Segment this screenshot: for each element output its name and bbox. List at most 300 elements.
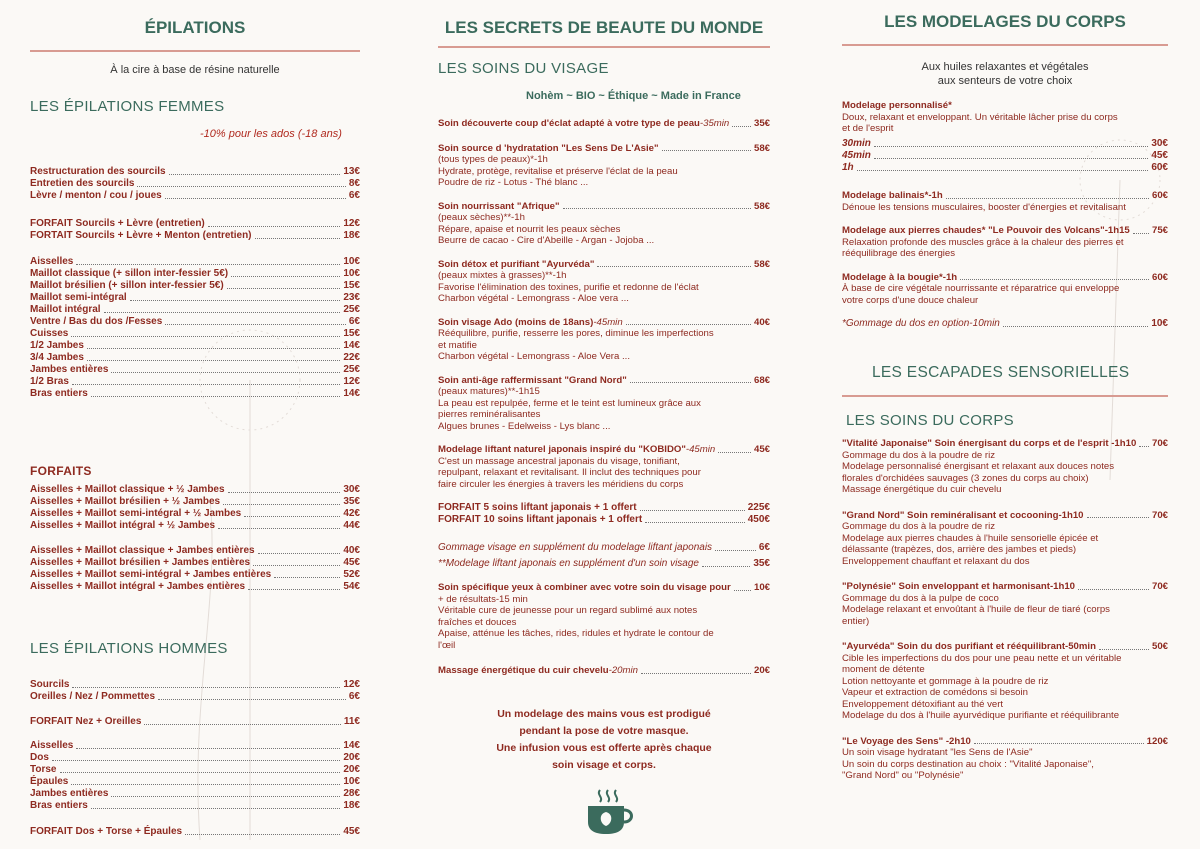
- service-block: [438, 444, 770, 490]
- service-name: Soin visage Ado (moins de 18ans): [438, 316, 594, 328]
- service-name: "Ayurvéda" Soin du dos purifiant et rééquilibrant-50min: [842, 641, 1096, 652]
- dot-leader: [1078, 589, 1149, 590]
- service-description: repulpant, relaxant et revitalisant. Il inclut des techniques pour: [438, 467, 701, 478]
- dot-leader: [1099, 649, 1149, 650]
- service-block: [438, 665, 770, 677]
- service-description: Modelage personnalisé énergisant et relaxant aux douces notes: [842, 461, 1115, 472]
- item-price: 28€: [343, 788, 360, 799]
- service-block: [438, 201, 770, 247]
- service-name: Soin détox et purifiant "Ayurvéda": [438, 258, 595, 270]
- service-title: [438, 143, 659, 155]
- item-price: 22€: [343, 352, 360, 363]
- dot-leader: [111, 372, 340, 373]
- price-row: [30, 800, 360, 812]
- service-description: Répare, apaise et nourrit les peaux sèches: [438, 223, 621, 235]
- service-block: [438, 259, 770, 305]
- price-row: [30, 352, 360, 364]
- item-label: Aisselles + Maillot classique + ½ Jambes: [30, 484, 225, 495]
- price-row: [30, 328, 360, 340]
- dot-leader: [641, 673, 751, 674]
- service-description: Un soin visage hydratant "les Sens de l'Asie": [842, 747, 1033, 758]
- dot-leader: [87, 360, 340, 361]
- service-description: Modelage relaxant et envoûtant à l'huile de fleur de tiaré (corps: [842, 604, 1110, 615]
- service-description: Beurre de cacao - Cire d'Abeille - Argan - Jojoba ...: [438, 235, 655, 246]
- service-price: 75€: [1151, 225, 1168, 236]
- dot-leader: [662, 150, 751, 151]
- service-duration: -45min: [685, 444, 716, 455]
- footer-line: Une infusion vous est offerte après chaque: [496, 742, 712, 754]
- item-label: Aisselles + Maillot intégral + ½ Jambes: [30, 520, 216, 531]
- dot-leader: [626, 324, 751, 325]
- dot-leader: [857, 170, 1149, 171]
- dot-leader: [72, 687, 340, 688]
- dot-leader: [874, 158, 1148, 159]
- service-description: Un soin du corps destination au choix : "Vitalité Japonaise",: [842, 758, 1094, 770]
- service-name: Modelage à la bougie*-1h: [842, 271, 958, 283]
- service-block: [438, 143, 770, 189]
- dot-leader: [76, 264, 340, 265]
- dot-leader: [72, 384, 340, 385]
- service-name: "Vitalité Japonaise" Soin énergisant du corps et de l'esprit -1h10: [842, 438, 1137, 449]
- item-price: 20€: [343, 764, 360, 775]
- service-title: [842, 581, 1075, 593]
- item-price: 52€: [343, 569, 360, 580]
- service-description: florales d'orchidées sauvages (3 zones du corps au choix): [842, 472, 1089, 484]
- service-price: 35€: [753, 118, 770, 129]
- service-description: (peaux sèches)**-1h: [438, 212, 525, 223]
- service-description: Poudre de riz - Lotus - Thé blanc ...: [438, 177, 589, 188]
- service-price: 45€: [753, 444, 770, 455]
- dot-leader: [137, 186, 345, 187]
- service-price: 70€: [1151, 509, 1168, 521]
- item-price: 54€: [343, 581, 360, 592]
- service-price: 58€: [753, 142, 770, 154]
- service-description: Gommage du dos à la poudre de riz: [842, 521, 996, 532]
- soins-corps-list: [842, 438, 1168, 796]
- service-description: Algues brunes - Edelweiss - Lys blanc ...: [438, 420, 611, 432]
- dot-leader: [227, 288, 341, 289]
- service-title: [842, 736, 971, 748]
- item-label: *Gommage du dos en option-10min: [842, 318, 1000, 329]
- item-price: 15€: [343, 280, 360, 291]
- item-price: 8€: [348, 178, 360, 189]
- service-duration: -35min: [699, 118, 730, 129]
- item-label: Oreilles / Nez / Pommettes: [30, 691, 156, 702]
- item-price: 12€: [343, 218, 360, 229]
- femmes-group-1: [30, 166, 360, 202]
- epilations-subtitle: À la cire à base de résine naturelle: [110, 64, 280, 76]
- item-price: 10€: [343, 268, 360, 279]
- service-price: 60€: [1151, 190, 1168, 201]
- dot-leader: [1003, 326, 1148, 327]
- dot-leader: [734, 590, 751, 591]
- dot-leader: [52, 760, 340, 761]
- section-title-epilations: ÉPILATIONS: [144, 18, 246, 37]
- footer-line: Un modelage des mains vous est prodigué: [497, 708, 711, 720]
- service-description: Massage énergétique du cuir chevelu: [842, 484, 1002, 495]
- dot-leader: [597, 266, 751, 267]
- item-label: Épaules: [30, 776, 69, 787]
- dot-leader: [874, 146, 1148, 147]
- femmes-group-3: [30, 256, 360, 400]
- service-description: Enveloppement détoxifiant au thé vert: [842, 698, 1004, 710]
- service-description: Hydrate, protège, revitalise et préserve l'éclat de la peau: [438, 165, 678, 177]
- dot-leader: [640, 510, 745, 511]
- dot-leader: [258, 553, 341, 554]
- modelage-personnalise-title: Modelage personnalisé*: [842, 100, 952, 111]
- service-name: Modelage liftant naturel japonais inspiré du "KOBIDO": [438, 444, 686, 455]
- service-description: fraîches et douces: [438, 616, 517, 628]
- service-block: [842, 190, 1168, 213]
- dot-leader: [91, 396, 341, 397]
- item-price: 45€: [1151, 150, 1168, 161]
- service-price: 40€: [753, 316, 770, 328]
- dot-leader: [1087, 517, 1149, 518]
- price-row: [30, 545, 360, 557]
- item-label: Torse: [30, 764, 57, 775]
- price-row: [30, 569, 360, 581]
- dot-leader: [76, 748, 340, 749]
- price-row: [30, 178, 360, 190]
- service-price: 120€: [1146, 735, 1168, 747]
- service-block: [842, 736, 1168, 782]
- dot-leader: [228, 492, 341, 493]
- service-name: "Le Voyage des Sens" -2h10: [842, 735, 971, 747]
- item-label: Aisselles + Maillot brésilien + Jambes entières: [30, 557, 251, 568]
- price-row: [30, 581, 360, 593]
- dot-leader: [715, 550, 756, 551]
- dot-leader: [144, 724, 340, 725]
- service-title: [842, 510, 1084, 522]
- service-description: Dénoue les tensions musculaires, booster d'énergies et revitalisant: [842, 201, 1126, 213]
- service-description: Véritable cure de jeunesse pour un regard sublimé aux notes: [438, 605, 698, 616]
- column-epilations: [30, 0, 360, 849]
- price-row: [30, 752, 360, 764]
- service-description: Modelage du dos à l'huile ayurvédique purifiante et rééquilibrante: [842, 710, 1120, 721]
- service-price: 60€: [1151, 271, 1168, 283]
- service-name: Soin source d 'hydratation "Les Sens De L'Asie": [438, 142, 659, 154]
- item-label: Sourcils: [30, 679, 70, 690]
- service-block: [438, 375, 770, 433]
- subtitle-line: Aux huiles relaxantes et végétales: [921, 61, 1089, 73]
- service-price: 58€: [753, 258, 770, 270]
- item-label: 45min: [842, 150, 871, 161]
- item-price: 14€: [343, 740, 360, 751]
- item-label: FORFAIT 10 soins liftant japonais + 1 offert: [438, 514, 643, 525]
- dot-leader: [645, 522, 745, 523]
- item-price: 6€: [348, 316, 360, 327]
- subtitle-line: aux senteurs de votre choix: [937, 75, 1073, 87]
- service-description: La peau est repulpée, ferme et le teint est lumineux grâce aux: [438, 397, 701, 409]
- service-name: "Polynésie" Soin enveloppant et harmonisant-1h10: [842, 581, 1076, 592]
- item-label: Maillot classique (+ sillon inter-fessier 5€): [30, 268, 229, 279]
- item-price: 6€: [348, 691, 360, 702]
- item-label: 3/4 Jambes: [30, 352, 84, 363]
- dot-leader: [732, 126, 751, 127]
- item-price: 20€: [343, 752, 360, 763]
- price-row: [842, 138, 1168, 150]
- item-price: 6€: [348, 190, 360, 201]
- price-row: [438, 502, 770, 514]
- item-label: Aisselles + Maillot intégral + Jambes entières: [30, 581, 246, 592]
- service-block: [438, 317, 770, 363]
- item-label: FORTAIT Sourcils + Lèvre + Menton (entretien): [30, 230, 252, 241]
- item-label: Aisselles: [30, 256, 74, 267]
- price-row: [438, 542, 770, 554]
- item-label: Aisselles + Maillot semi-intégral + Jambes entières: [30, 569, 272, 580]
- dot-leader: [960, 279, 1149, 280]
- dot-leader: [974, 743, 1144, 744]
- modelages-list: [842, 190, 1168, 330]
- service-description: Gommage du dos à la pulpe de coco: [842, 592, 999, 604]
- dot-leader: [1133, 233, 1149, 234]
- footer-note: [438, 706, 770, 774]
- item-price: 10€: [343, 776, 360, 787]
- service-description: entier): [842, 615, 870, 627]
- item-price: 6€: [758, 542, 770, 553]
- item-price: 44€: [343, 520, 360, 531]
- item-label: Maillot brésilien (+ sillon inter-fessier 5€): [30, 280, 224, 291]
- item-price: 45€: [343, 826, 360, 837]
- item-price: 11€: [343, 716, 360, 727]
- dot-leader: [111, 796, 340, 797]
- service-price: 68€: [753, 374, 770, 386]
- divider: [842, 44, 1168, 46]
- service-block: [842, 272, 1168, 307]
- item-price: 40€: [343, 545, 360, 556]
- desc-line: et de l'esprit: [842, 123, 894, 134]
- dot-leader: [208, 226, 341, 227]
- dot-leader: [130, 300, 341, 301]
- item-label: FORFAIT Nez + Oreilles: [30, 716, 142, 727]
- item-label: 1/2 Bras: [30, 376, 69, 387]
- desc-line: Doux, relaxant et enveloppant. Un véritable lâcher prise du corps: [842, 111, 1118, 123]
- forfaits-group-2: [30, 545, 360, 593]
- dot-leader: [104, 312, 341, 313]
- item-price: 18€: [343, 230, 360, 241]
- dot-leader: [946, 198, 1149, 199]
- price-row: [30, 557, 360, 569]
- service-description: Cible les imperfections du dos pour une peau nette et un véritable: [842, 652, 1122, 664]
- dot-leader: [244, 516, 340, 517]
- dot-leader: [223, 504, 340, 505]
- price-row: [30, 740, 360, 752]
- item-label: Entretien des sourcils: [30, 178, 135, 189]
- service-description: Apaise, atténue les tâches, rides, ridules et hydrate le contour de: [438, 628, 714, 639]
- service-title: [438, 259, 594, 271]
- service-block: [842, 438, 1168, 496]
- divider: [30, 50, 360, 52]
- item-price: 25€: [343, 364, 360, 375]
- dot-leader: [71, 784, 340, 785]
- dot-leader: [185, 834, 340, 835]
- service-description: votre corps d'une douce chaleur: [842, 294, 979, 306]
- dot-leader: [218, 528, 340, 529]
- item-price: 14€: [343, 388, 360, 399]
- service-description: À base de cire végétale nourrissante et réparatrice qui enveloppe: [842, 283, 1120, 294]
- modelage-personnalise: [842, 100, 1168, 135]
- service-title: [842, 438, 1136, 450]
- price-row: [30, 764, 360, 776]
- price-row: [842, 162, 1168, 174]
- item-label: FORFAIT 5 soins liftant japonais + 1 offert: [438, 502, 637, 513]
- soins-visage-list: [438, 118, 770, 677]
- item-price: 60€: [1151, 162, 1168, 173]
- service-description: l'œil: [438, 639, 456, 651]
- service-title: [842, 225, 1130, 237]
- service-description: délassante (trapèzes, dos, arrière des jambes et pieds): [842, 544, 1077, 555]
- dot-leader: [169, 174, 341, 175]
- dot-leader: [274, 577, 340, 578]
- price-row: [30, 716, 360, 728]
- service-title: [438, 118, 729, 130]
- dot-leader: [165, 198, 346, 199]
- escapades-title: LES ESCAPADES SENSORIELLES: [872, 364, 1130, 381]
- item-label: 30min: [842, 138, 871, 149]
- column-modelages: [842, 0, 1168, 849]
- service-title: [842, 272, 957, 284]
- service-name: "Grand Nord" Soin reminéralisant et cocooning-1h10: [842, 509, 1084, 521]
- dot-leader: [91, 808, 341, 809]
- service-description: Favorise l'élimination des toxines, purifie et redonne de l'éclat: [438, 281, 699, 293]
- service-block: [842, 510, 1168, 568]
- service-name: Soin spécifique yeux à combiner avec votre soin du visage pour: [438, 582, 731, 593]
- item-label: Jambes entières: [30, 364, 109, 375]
- price-row: [30, 218, 360, 230]
- price-row: [30, 388, 360, 400]
- item-price: 15€: [343, 328, 360, 339]
- service-description: (tous types de peaux)*-1h: [438, 154, 548, 165]
- price-row: [842, 150, 1168, 162]
- service-description: faire circuler les énergies à travers les méridiens du corps: [438, 478, 684, 490]
- service-block: [842, 225, 1168, 260]
- service-name: Modelage aux pierres chaudes* "Le Pouvoir des Volcans"-1h15: [842, 225, 1130, 236]
- item-price: 12€: [343, 376, 360, 387]
- service-name: Soin découverte coup d'éclat adapté à votre type de peau: [438, 118, 700, 129]
- dot-leader: [1139, 446, 1149, 447]
- dot-leader: [165, 324, 346, 325]
- service-description: "Grand Nord" ou "Polynésie": [842, 770, 964, 781]
- femmes-group-2: [30, 218, 360, 242]
- soins-visage-title: LES SOINS DU VISAGE: [438, 60, 609, 77]
- service-block: [438, 118, 770, 130]
- price-row: [30, 230, 360, 242]
- section-title-secrets: LES SECRETS DE BEAUTE DU MONDE: [444, 18, 764, 37]
- perso-price-list: [842, 138, 1168, 174]
- item-label: Jambes entières: [30, 788, 109, 799]
- item-price: 450€: [747, 514, 770, 525]
- femmes-title: LES ÉPILATIONS FEMMES: [30, 98, 225, 115]
- item-price: 18€: [343, 800, 360, 811]
- service-description: C'est un massage ancestral japonais du visage, tonifiant,: [438, 455, 680, 467]
- price-row: [30, 268, 360, 280]
- price-row: [30, 364, 360, 376]
- service-description: moment de détente: [842, 664, 925, 675]
- item-price: 10€: [1151, 318, 1168, 329]
- dot-leader: [231, 276, 340, 277]
- divider: [842, 395, 1168, 397]
- item-price: 13€: [343, 166, 360, 177]
- item-label: Aisselles + Maillot semi-intégral + ½ Jambes: [30, 508, 242, 519]
- service-description: Vapeur et extraction de comédons si besoin: [842, 687, 1028, 698]
- service-title: [438, 201, 560, 213]
- item-label: Lèvre / menton / cou / joues: [30, 190, 162, 201]
- item-label: 1h: [842, 162, 854, 173]
- price-row: [30, 679, 360, 691]
- item-price: 35€: [753, 558, 770, 569]
- service-description: (peaux matures)**-1h15: [438, 386, 540, 397]
- item-label: Aisselles + Maillot classique + Jambes entières: [30, 545, 255, 556]
- service-description: et matifie: [438, 339, 477, 351]
- price-row: [842, 318, 1168, 330]
- item-label: Dos: [30, 752, 49, 763]
- service-title: [438, 444, 715, 456]
- service-description: Rééquilibre, purifie, resserre les pores, diminue les imperfections: [438, 328, 714, 339]
- price-row: [30, 316, 360, 328]
- footer-line: pendant la pose de votre masque.: [519, 725, 689, 737]
- service-description: Charbon végétal - Lemongrass - Aloe Vera ...: [438, 351, 630, 362]
- item-price: 25€: [343, 304, 360, 315]
- price-row: [30, 256, 360, 268]
- service-title: [438, 317, 623, 329]
- service-description: pierres reminéralisantes: [438, 409, 541, 420]
- divider: [438, 46, 770, 48]
- item-label: Aisselles: [30, 740, 74, 751]
- service-description: Enveloppement chauffant et relaxant du dos: [842, 555, 1030, 567]
- item-label: Bras entiers: [30, 800, 88, 811]
- service-title: [842, 190, 943, 202]
- service-description: Relaxation profonde des muscles grâce à la chaleur des pierres et: [842, 236, 1124, 248]
- item-price: 30€: [343, 484, 360, 495]
- price-row: [30, 776, 360, 788]
- price-row: [30, 508, 360, 520]
- item-price: 10€: [343, 256, 360, 267]
- item-price: 225€: [747, 502, 770, 513]
- service-description: + de résultats-15 min: [438, 593, 528, 605]
- service-description: Gommage du dos à la poudre de riz: [842, 449, 996, 461]
- service-title: [438, 665, 638, 677]
- section-title-modelages: LES MODELAGES DU CORPS: [884, 12, 1126, 31]
- price-row: [438, 558, 770, 570]
- price-row: [30, 496, 360, 508]
- service-description: (peaux mixtes à grasses)**-1h: [438, 270, 567, 281]
- item-label: **Modelage liftant japonais en supplément d'un soin visage: [438, 558, 699, 569]
- service-price: 70€: [1151, 581, 1168, 592]
- price-row: [438, 514, 770, 526]
- dot-leader: [702, 566, 750, 567]
- price-row: [30, 190, 360, 202]
- item-label: Ventre / Bas du dos /Fesses: [30, 316, 163, 327]
- forfaits-group-1: [30, 484, 360, 532]
- item-label: Maillot intégral: [30, 304, 101, 315]
- hommes-title: LES ÉPILATIONS HOMMES: [30, 640, 228, 657]
- service-duration: -45min: [593, 316, 623, 328]
- price-row: [30, 691, 360, 703]
- dot-leader: [255, 238, 341, 239]
- item-label: Cuisses: [30, 328, 69, 339]
- service-title: [438, 582, 731, 594]
- price-row: [30, 292, 360, 304]
- forfaits-title: FORFAITS: [30, 464, 92, 478]
- service-price: 58€: [753, 200, 770, 212]
- service-block: [438, 582, 770, 651]
- price-row: [30, 376, 360, 388]
- item-label: 1/2 Jambes: [30, 340, 84, 351]
- hommes-group-1: [30, 679, 360, 703]
- dot-leader: [87, 348, 340, 349]
- service-title: [438, 375, 627, 387]
- item-price: 30€: [1151, 138, 1168, 149]
